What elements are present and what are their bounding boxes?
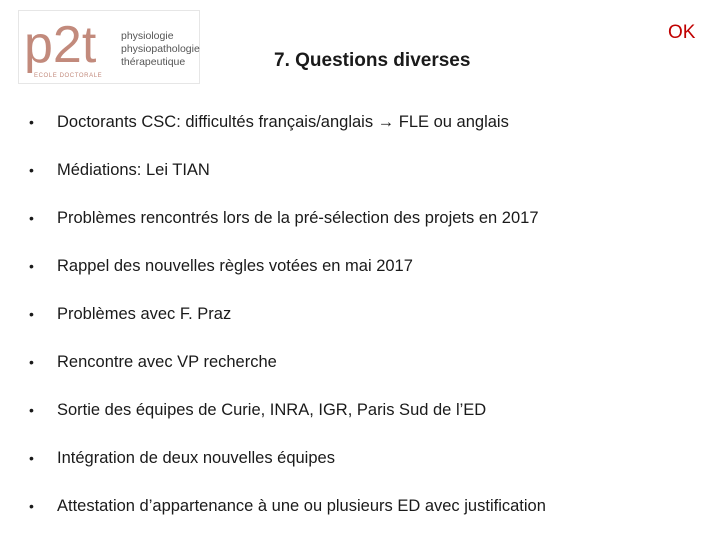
list-item bbox=[0, 301, 720, 327]
list-item bbox=[0, 253, 720, 279]
list-item-text: Médiations: Lei TIAN bbox=[57, 161, 210, 179]
list-item-text: Sortie des équipes de Curie, INRA, IGR, Paris Sud de l’ED bbox=[57, 401, 487, 419]
logo-line-physiologie: physiologie bbox=[121, 30, 174, 42]
bullet-icon: • bbox=[29, 354, 34, 370]
bullet-icon: • bbox=[29, 402, 34, 418]
list-item bbox=[0, 109, 720, 135]
logo-line-therapeutique: thérapeutique bbox=[121, 56, 186, 68]
ok-annotation: OK bbox=[668, 22, 696, 43]
list-item-text: Rappel des nouvelles règles votées en mai 2017 bbox=[57, 257, 413, 275]
list-item-text: Attestation d’appartenance à une ou plusieurs ED avec justification bbox=[57, 497, 546, 515]
bullet-icon: • bbox=[29, 306, 34, 322]
list-item-text: Problèmes avec F. Praz bbox=[57, 305, 232, 323]
bullet-icon: • bbox=[29, 450, 34, 466]
list-item-text: Problèmes rencontrés lors de la pré-sélection des projets en 2017 bbox=[57, 209, 539, 227]
list-item bbox=[0, 349, 720, 375]
list-item bbox=[0, 493, 720, 519]
logo-brand: p2t bbox=[24, 16, 97, 74]
bullet-icon: • bbox=[29, 258, 34, 274]
bullet-icon: • bbox=[29, 498, 34, 514]
bullet-icon: • bbox=[29, 162, 34, 178]
list-item-text: Doctorants CSC: difficultés français/anglais → FLE ou anglais bbox=[57, 113, 509, 131]
list-item-text: Intégration de deux nouvelles équipes bbox=[57, 449, 335, 467]
bullet-icon: • bbox=[29, 114, 34, 130]
bullet-icon: • bbox=[29, 210, 34, 226]
slide-title: 7. Questions diverses bbox=[274, 50, 471, 71]
list-item-text: Rencontre avec VP recherche bbox=[57, 353, 277, 371]
list-item bbox=[0, 397, 720, 423]
list-item bbox=[0, 205, 720, 231]
list-item bbox=[0, 445, 720, 471]
logo-subtitle: ECOLE DOCTORALE bbox=[34, 73, 103, 79]
logo-line-physiopathologie: physiopathologie bbox=[121, 43, 200, 55]
list-item bbox=[0, 157, 720, 183]
